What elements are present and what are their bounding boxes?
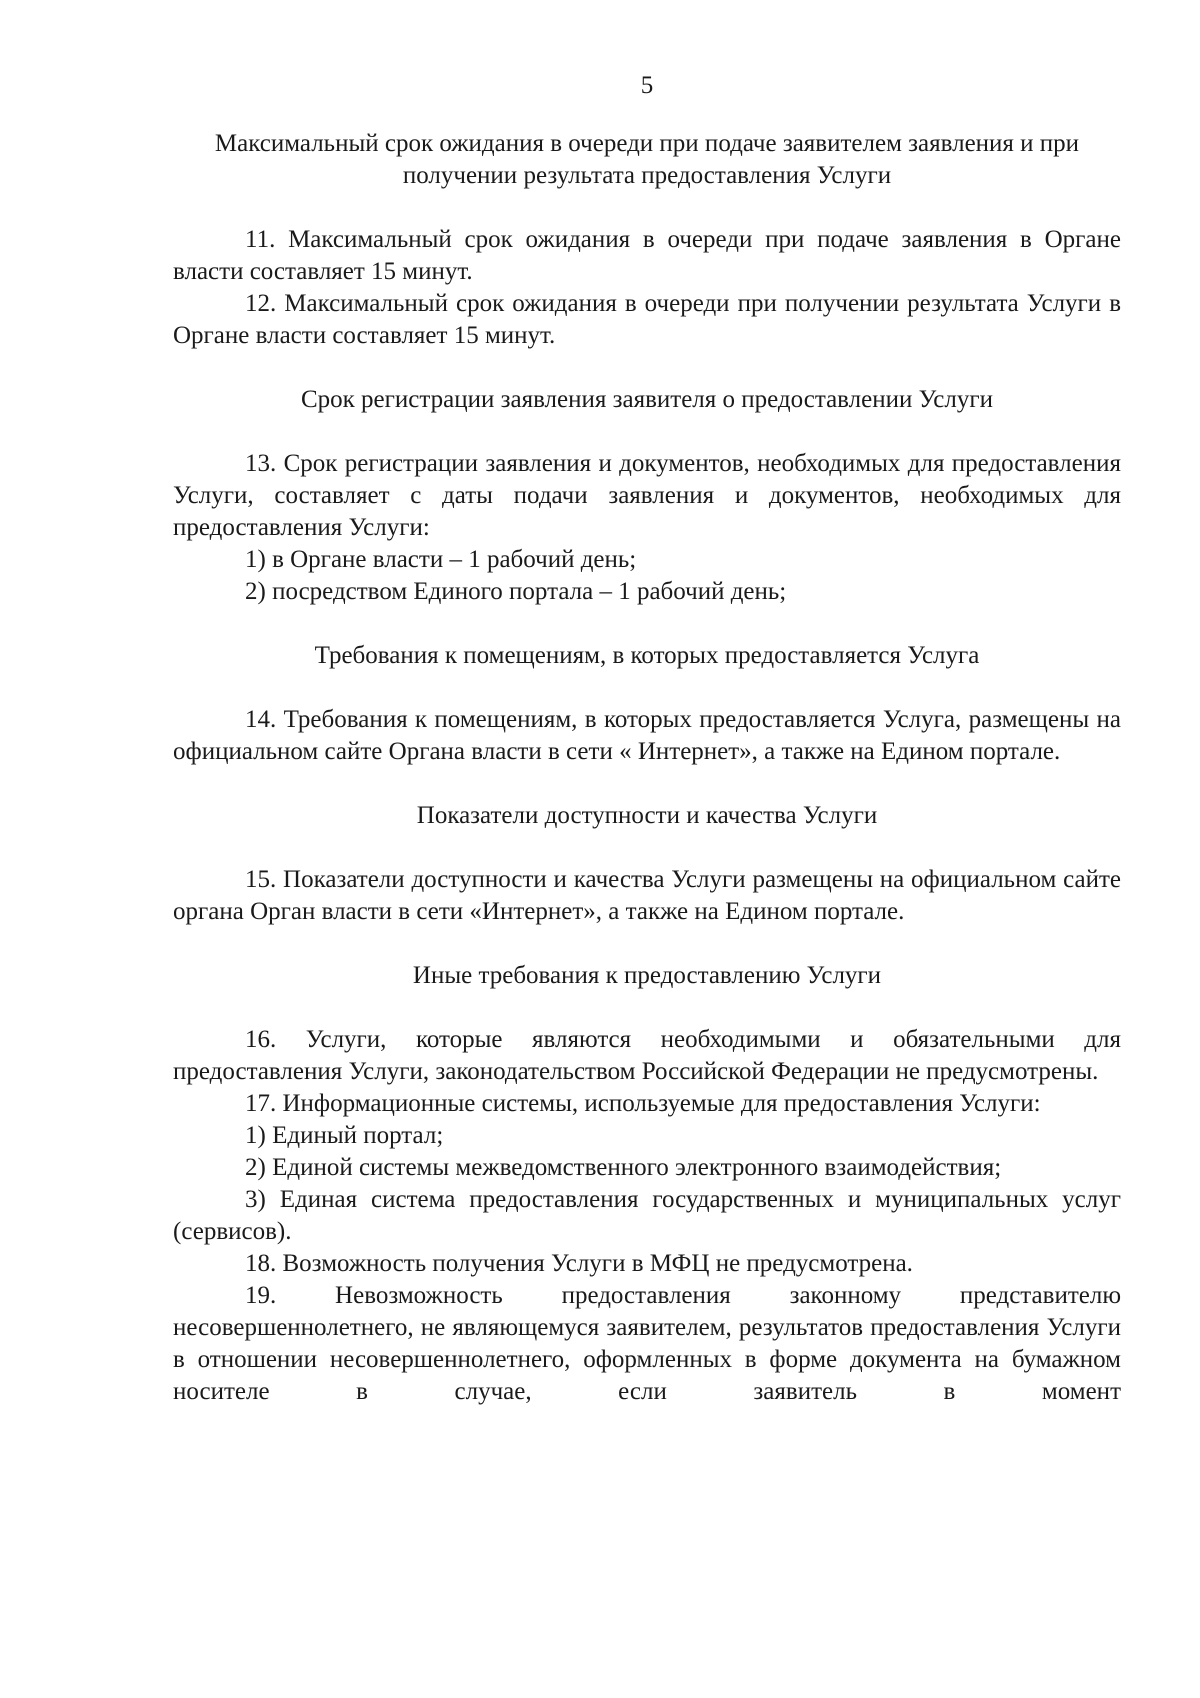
- section-heading-other-requirements: Иные требования к предоставлению Услуги: [412, 962, 882, 989]
- paragraph-14: 14. Требования к помещениям, в которых предоставляется Услуга, размещены на официальном сайте Органа власти в сети « Интернет», а также на Едином портале.: [173, 706, 1121, 765]
- paragraph-12: 12. Максимальный срок ожидания в очереди при получении результата Услуги в Органе власти составляет 15 минут.: [173, 290, 1121, 349]
- paragraph-18: 18. Возможность получения Услуги в МФЦ не предусмотрена.: [245, 1250, 913, 1277]
- page-number: 5: [640, 72, 654, 99]
- section-heading-queue-time: Максимальный срок ожидания в очереди при подаче заявителем заявления и при получении результата предоставления Услуги: [214, 130, 1080, 189]
- list-item-17-3: 3) Единая система предоставления государственных и муниципальных услуг (сервисов).: [173, 1186, 1121, 1245]
- paragraph-13: 13. Срок регистрации заявления и документов, необходимых для предоставления Услуги, составляет с даты подачи заявления и документов, необходимых для предоставления Услуги:: [173, 450, 1121, 541]
- paragraph-17: 17. Информационные системы, используемые для предоставления Услуги:: [245, 1090, 1041, 1117]
- paragraph-16: 16. Услуги, которые являются необходимыми и обязательными для предоставления Услуги, законодательством Российской Федерации не предусмотрены.: [173, 1026, 1121, 1085]
- document-page: [173, 70, 1121, 1408]
- paragraph-11: 11. Максимальный срок ожидания в очереди при подаче заявления в Органе власти составляет 15 минут.: [173, 226, 1121, 285]
- section-heading-registration-term: Срок регистрации заявления заявителя о предоставлении Услуги: [300, 386, 994, 413]
- section-heading-accessibility-indicators: Показатели доступности и качества Услуги: [416, 802, 878, 829]
- list-item-13-2: 2) посредством Единого портала – 1 рабочий день;: [245, 578, 787, 605]
- paragraph-19: 19. Невозможность предоставления законному представителю несовершеннолетнего, не являющемуся заявителем, результатов предоставления Услуги в отношении несовершеннолетнего, оформленных в форме документа на бумажном носителе в случае, если заявитель в момент: [173, 1282, 1121, 1405]
- list-item-13-1: 1) в Органе власти – 1 рабочий день;: [245, 546, 637, 573]
- paragraph-15: 15. Показатели доступности и качества Услуги размещены на официальном сайте органа Орган власти в сети «Интернет», а также на Едином портале.: [173, 866, 1121, 925]
- list-item-17-1: 1) Единый портал;: [245, 1122, 444, 1149]
- section-heading-premises-requirements: Требования к помещениям, в которых предоставляется Услуга: [314, 642, 980, 669]
- list-item-17-2: 2) Единой системы межведомственного электронного взаимодействия;: [245, 1154, 1002, 1181]
